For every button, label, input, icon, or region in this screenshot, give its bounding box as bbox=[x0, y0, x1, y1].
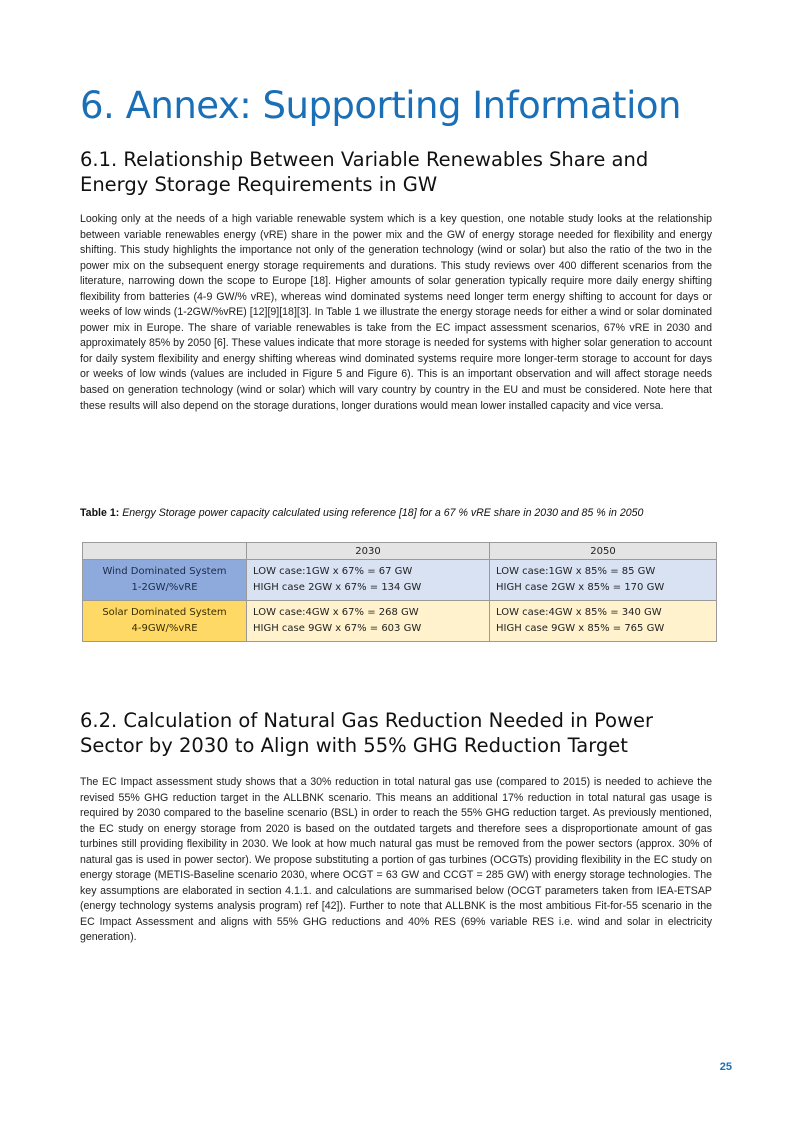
wind-system-label bbox=[83, 560, 247, 601]
solar-2050-high: HIGH case 9GW x 85% = 765 GW bbox=[496, 623, 665, 634]
solar-2030-high: HIGH case 9GW x 67% = 603 GW bbox=[253, 623, 422, 634]
storage-table bbox=[82, 542, 717, 642]
section-heading-6-1: 6.1. Relationship Between Variable Renewables Share and Energy Storage Requirements in GW bbox=[80, 148, 649, 196]
table-header-empty bbox=[83, 543, 247, 560]
solar-2030-cell bbox=[247, 601, 490, 642]
page-number: 25 bbox=[719, 1061, 732, 1073]
solar-2030-low: LOW case:4GW x 67% = 268 GW bbox=[253, 607, 419, 618]
table-caption-label: Table 1: bbox=[80, 507, 120, 519]
section-heading-6-2: 6.2. Calculation of Natural Gas Reduction Needed in Power Sector by 2030 to Align with 55% GHG Reduction Target bbox=[80, 709, 654, 757]
table-row-wind bbox=[83, 560, 717, 601]
table-row-solar bbox=[83, 601, 717, 642]
section-6-2-paragraph: The EC Impact assessment study shows that a 30% reduction in total natural gas use (compared to 2015) is needed to achieve the revised 55% GHG reduction target in the ALLBNK scenario. This means an additional 17% reduction in total natural gas usage is required by 2030 compared to the baseline scenario (BSL) in order to reach the 55% GHG reduction target. As previously mentioned, the EC study on energy storage from 2020 is based on the outdated targets and therefore sees a disproportionate amount of gas turbines still providing flexibility in 2030. We look at how much natural gas must be removed from the power sectors (approx. 30% of natural gas is used in power sector). We propose substituting a portion of gas turbines (OCGTs) providing flexibility in the EC study on energy storage (METIS-Baseline scenario 2030, where OCGT = 63 GW and CCGT = 285 GW) with energy storage technologies. The key assumptions are elaborated in section 4.1.1. and calculations are summarised below (OCGT parameters taken from IEA-ETSAP (energy technology systems analysis program) ref [42]). Further to note that ALLBNK is the most ambitious Fit-for-55 scenario in the EC Impact Assessment and aligns with 55% GHG reductions and 40% RES (69% variable RES i.e. wind and solar in electricity generation). bbox=[80, 776, 712, 944]
wind-2050-high: HIGH case 2GW x 85% = 170 GW bbox=[496, 582, 665, 593]
solar-system-ratio: 4-9GW/%vRE bbox=[131, 623, 198, 634]
wind-2050-cell bbox=[490, 560, 717, 601]
table-header-row bbox=[83, 543, 717, 560]
solar-system-label bbox=[83, 601, 247, 642]
wind-2030-high: HIGH case 2GW x 67% = 134 GW bbox=[253, 582, 422, 593]
wind-2030-low: LOW case:1GW x 67% = 67 GW bbox=[253, 566, 413, 577]
wind-system-name: Wind Dominated System bbox=[102, 566, 227, 577]
table-caption-text: Energy Storage power capacity calculated using reference [18] for a 67 % vRE share in 2030 and 85 % in 2050 bbox=[122, 507, 644, 519]
page-title: 6. Annex: Supporting Information bbox=[80, 84, 681, 127]
solar-system-name: Solar Dominated System bbox=[102, 607, 227, 618]
solar-2050-low: LOW case:4GW x 85% = 340 GW bbox=[496, 607, 662, 618]
section-6-1-paragraph: Looking only at the needs of a high variable renewable system which is a key question, one notable study looks at the relationship between variable renewables energy (vRE) share in the power mix and the GW of energy storage needed for flexibility and energy shifting. This study highlights the importance not only of the generation technology (wind or solar) but also the ratio of the two in the power mix on the subsequent energy storage requirements and durations. This study reviews over 400 different scenarios from the literature, narrowing down the scope to Europe [18]. Higher amounts of solar generation typically require more daily energy shifting flexibility from batteries (4-9 GW/% vRE), whereas wind dominated systems need longer term energy shifting to account for days or weeks of low winds (1-2GW/%vRE) [12][9][18][3]. In Table 1 we illustrate the energy storage needs for either a wind or solar dominated power mix in Europe. The share of variable renewables is take from the EC impact assessment scenarios, 67% vRE in 2030 and approximately 85% by 2050 [6]. These values indicate that more storage is needed for systems with higher solar generation to account for daily system flexibility and energy shifting whereas wind dominated systems require more longer-term storage to account for days or weeks of low winds (values are included in Figure 5 and Figure 6). This is an important observation and will affect storage needs based on generation technology (wind or solar) which will vary country by country in the EU and must be considered. Note here that these results will also depend on the storage durations, longer durations would mean lower installed capacity and vice versa. bbox=[80, 213, 712, 412]
solar-2050-cell bbox=[490, 601, 717, 642]
wind-2030-cell bbox=[247, 560, 490, 601]
table-header-2030: 2030 bbox=[247, 543, 490, 560]
wind-system-ratio: 1-2GW/%vRE bbox=[131, 582, 198, 593]
table-header-2050: 2050 bbox=[490, 543, 717, 560]
wind-2050-low: LOW case:1GW x 85% = 85 GW bbox=[496, 566, 656, 577]
table-caption bbox=[80, 506, 716, 522]
